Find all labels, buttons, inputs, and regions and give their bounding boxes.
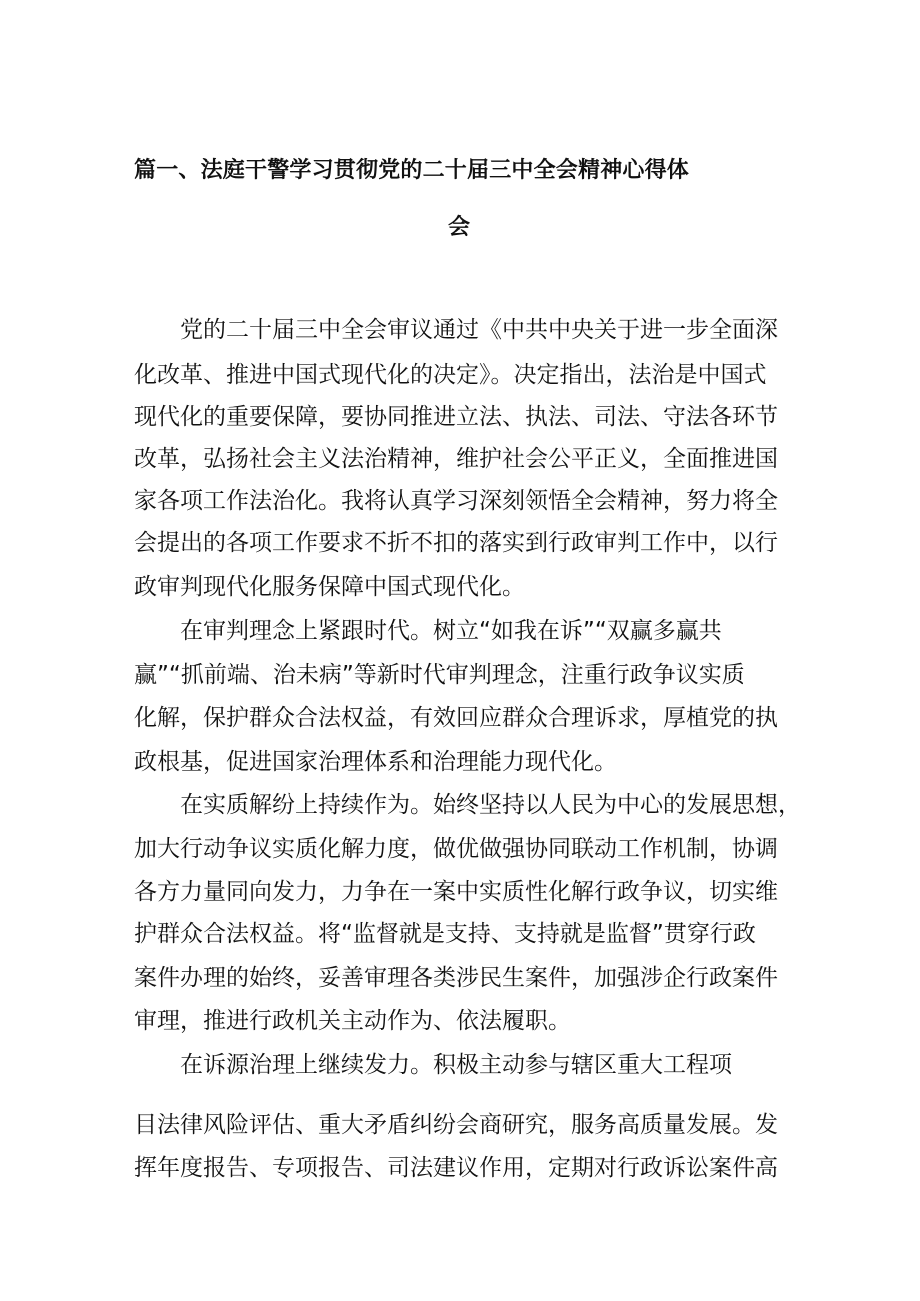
body-line-9: 赢”“抓前端、治未病”等新时代审判理念，注重行政争议实质: [134, 662, 745, 688]
body-line-16: 案件办理的始终，妥善审理各类涉民生案件，加强涉企行政案件: [134, 965, 778, 991]
body-line-14: 各方力量同向发力，力争在一案中实质性化解行政争议，切实维: [134, 879, 778, 905]
body-line-20: 挥年度报告、专项报告、司法建议作用，定期对行政诉讼案件高: [134, 1155, 778, 1181]
body-line-4: 改革，弘扬社会主义法治精神，维护社会公平正义，全面推进国: [134, 446, 778, 472]
body-line-2: 化改革、推进中国式现代化的决定》。决定指出，法治是中国式: [134, 362, 767, 388]
body-line-19: 目法律风险评估、重大矛盾纠纷会商研究，服务高质量发展。发: [134, 1112, 778, 1138]
body-line-15: 护群众合法权益。将“监督就是支持、支持就是监督”贯穿行政: [134, 921, 756, 947]
body-line-1: 党的二十届三中全会审议通过《中共中央关于进一步全面深: [180, 317, 778, 343]
body-line-5: 家各项工作法治化。我将认真学习深刻领悟全会精神，努力将全: [134, 488, 778, 514]
body-line-8: 在审判理念上紧跟时代。树立“如我在诉”“双赢多赢共: [180, 618, 722, 644]
body-line-11: 政根基，促进国家治理体系和治理能力现代化。: [134, 749, 617, 775]
body-line-17: 审理，推进行政机关主动作为、依法履职。: [134, 1008, 571, 1034]
document-title-line-2: 会: [448, 215, 471, 240]
body-line-13: 加大行动争议实质化解力度，做优做强协同联动工作机制，协调: [134, 836, 778, 862]
document-title-line-1: 篇一、法庭干警学习贯彻党的二十届三中全会精神心得体: [134, 158, 690, 183]
body-line-3: 现代化的重要保障，要协同推进立法、执法、司法、守法各环节: [134, 404, 778, 430]
body-line-18: 在诉源治理上继续发力。积极主动参与辖区重大工程项: [180, 1052, 732, 1078]
body-line-7: 政审判现代化服务保障中国式现代化。: [134, 574, 525, 600]
body-line-12: 在实质解纷上持续作为。始终坚持以人民为中心的发展思想，: [180, 792, 801, 818]
body-line-6: 会提出的各项工作要求不折不扣的落实到行政审判工作中，以行: [134, 530, 778, 556]
body-line-10: 化解，保护群众合法权益，有效回应群众合理诉求，厚植党的执: [134, 705, 778, 731]
